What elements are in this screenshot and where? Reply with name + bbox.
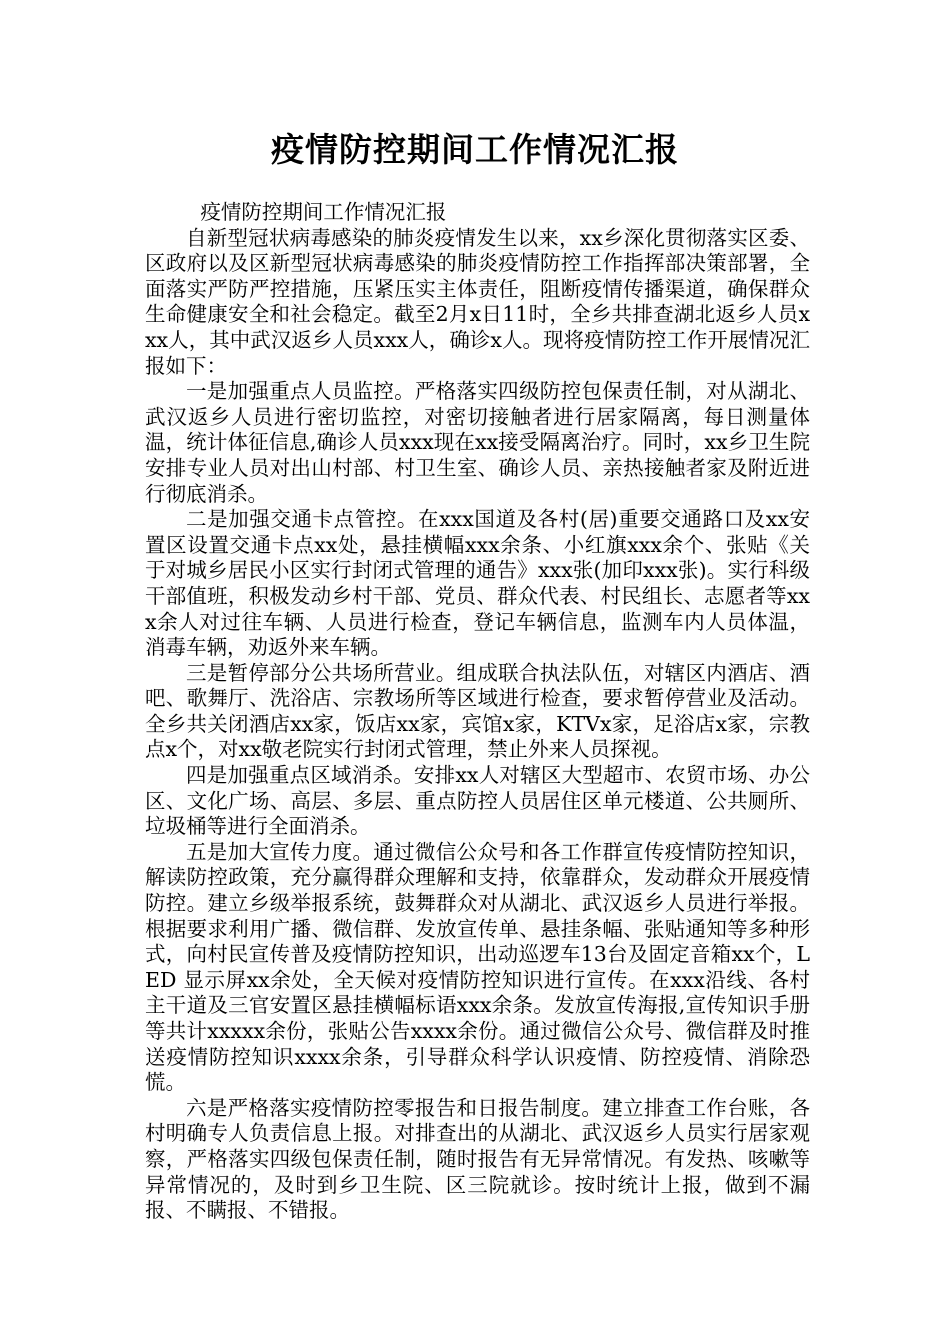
document-subtitle: 疫情防控期间工作情况汇报 — [200, 200, 447, 224]
paragraph-disinfection: 四是加强重点区域消杀。安排xx人对辖区大型超市、农贸市场、办公区、文化广场、高层、多层、重点防控人员居住区单元楼道、公共厕所、垃圾桶等进行全面消杀。 — [145, 763, 810, 839]
paragraph-reporting: 六是严格落实疫情防控零报告和日报告制度。建立排查工作台账，各村明确专人负责信息上报。对排查出的从湖北、武汉返乡人员实行居家观察，严格落实四级包保责任制，随时报告有无异常情况。有发热、咳嗽等异常情况的，及时到乡卫生院、区三院就诊。按时统计上报，做到不漏报、不瞒报、不错报。 — [145, 1095, 810, 1223]
paragraph-intro: 自新型冠状病毒感染的肺炎疫情发生以来，xx乡深化贯彻落实区委、区政府以及区新型冠状病毒感染的肺炎疫情防控工作指挥部决策部署，全面落实严防严控措施，压紧压实主体责任，阻断疫情传播渠道，确保群众生命健康安全和社会稳定。截至2月x日11时，全乡共排查湖北返乡人员xxx人，其中武汉返乡人员xxx人，确诊x人。现将疫情防控工作开展情况汇报如下： — [145, 225, 810, 378]
paragraph-traffic-control: 二是加强交通卡点管控。在xxx国道及各村(居)重要交通路口及xx安置区设置交通卡点xx处，悬挂横幅xxx余条、小红旗xxx余个、张贴《关于对城乡居民小区实行封闭式管理的通告》xxx张(加印xxx张)。实行科级干部值班，积极发动乡村干部、党员、群众代表、村民组长、志愿者等xxx余人对过往车辆、人员进行检查，登记车辆信息，监测车内人员体温，消毒车辆，劝返外来车辆。 — [145, 507, 810, 660]
document-body — [145, 200, 810, 1224]
document-title: 疫情防控期间工作情况汇报 — [271, 130, 679, 169]
paragraph-publicity: 五是加大宣传力度。通过微信公众号和各工作群宣传疫情防控知识，解读防控政策，充分赢得群众理解和支持，依靠群众，发动群众开展疫情防控。建立乡级举报系统，鼓舞群众对从湖北、武汉返乡人员进行举报。根据要求利用广播、微信群、发放宣传单、悬挂条幅、张贴通知等多种形式，向村民宣传普及疫情防控知识，出动巡逻车13台及固定音箱xx个，LED 显示屏xx余处，全天候对疫情防控知识进行宣传。在xxx沿线、各村主干道及三官安置区悬挂横幅标语xxx余条。发放宣传海报,宣传知识手册等共计xxxxx余份，张贴公告xxxx余份。通过微信公众号、微信群及时推送疫情防控知识xxxx余条，引导群众科学认识疫情、防控疫情、消除恐慌。 — [145, 839, 810, 1095]
paragraph-key-personnel: 一是加强重点人员监控。严格落实四级防控包保责任制，对从湖北、武汉返乡人员进行密切监控，对密切接触者进行居家隔离，每日测量体温，统计体征信息,确诊人员xxx现在xx接受隔离治疗。同时，xx乡卫生院安排专业人员对出山村部、村卫生室、确诊人员、亲热接触者家及附近进行彻底消杀。 — [145, 379, 810, 506]
paragraph-public-venues: 三是暂停部分公共场所营业。组成联合执法队伍，对辖区内酒店、酒吧、歌舞厅、洗浴店、宗教场所等区域进行检查，要求暂停营业及活动。全乡共关闭酒店xx家，饭店xx家，宾馆x家，KTVx家，足浴店x家，宗教点x个，对xx敬老院实行封闭式管理，禁止外来人员探视。 — [145, 660, 810, 762]
